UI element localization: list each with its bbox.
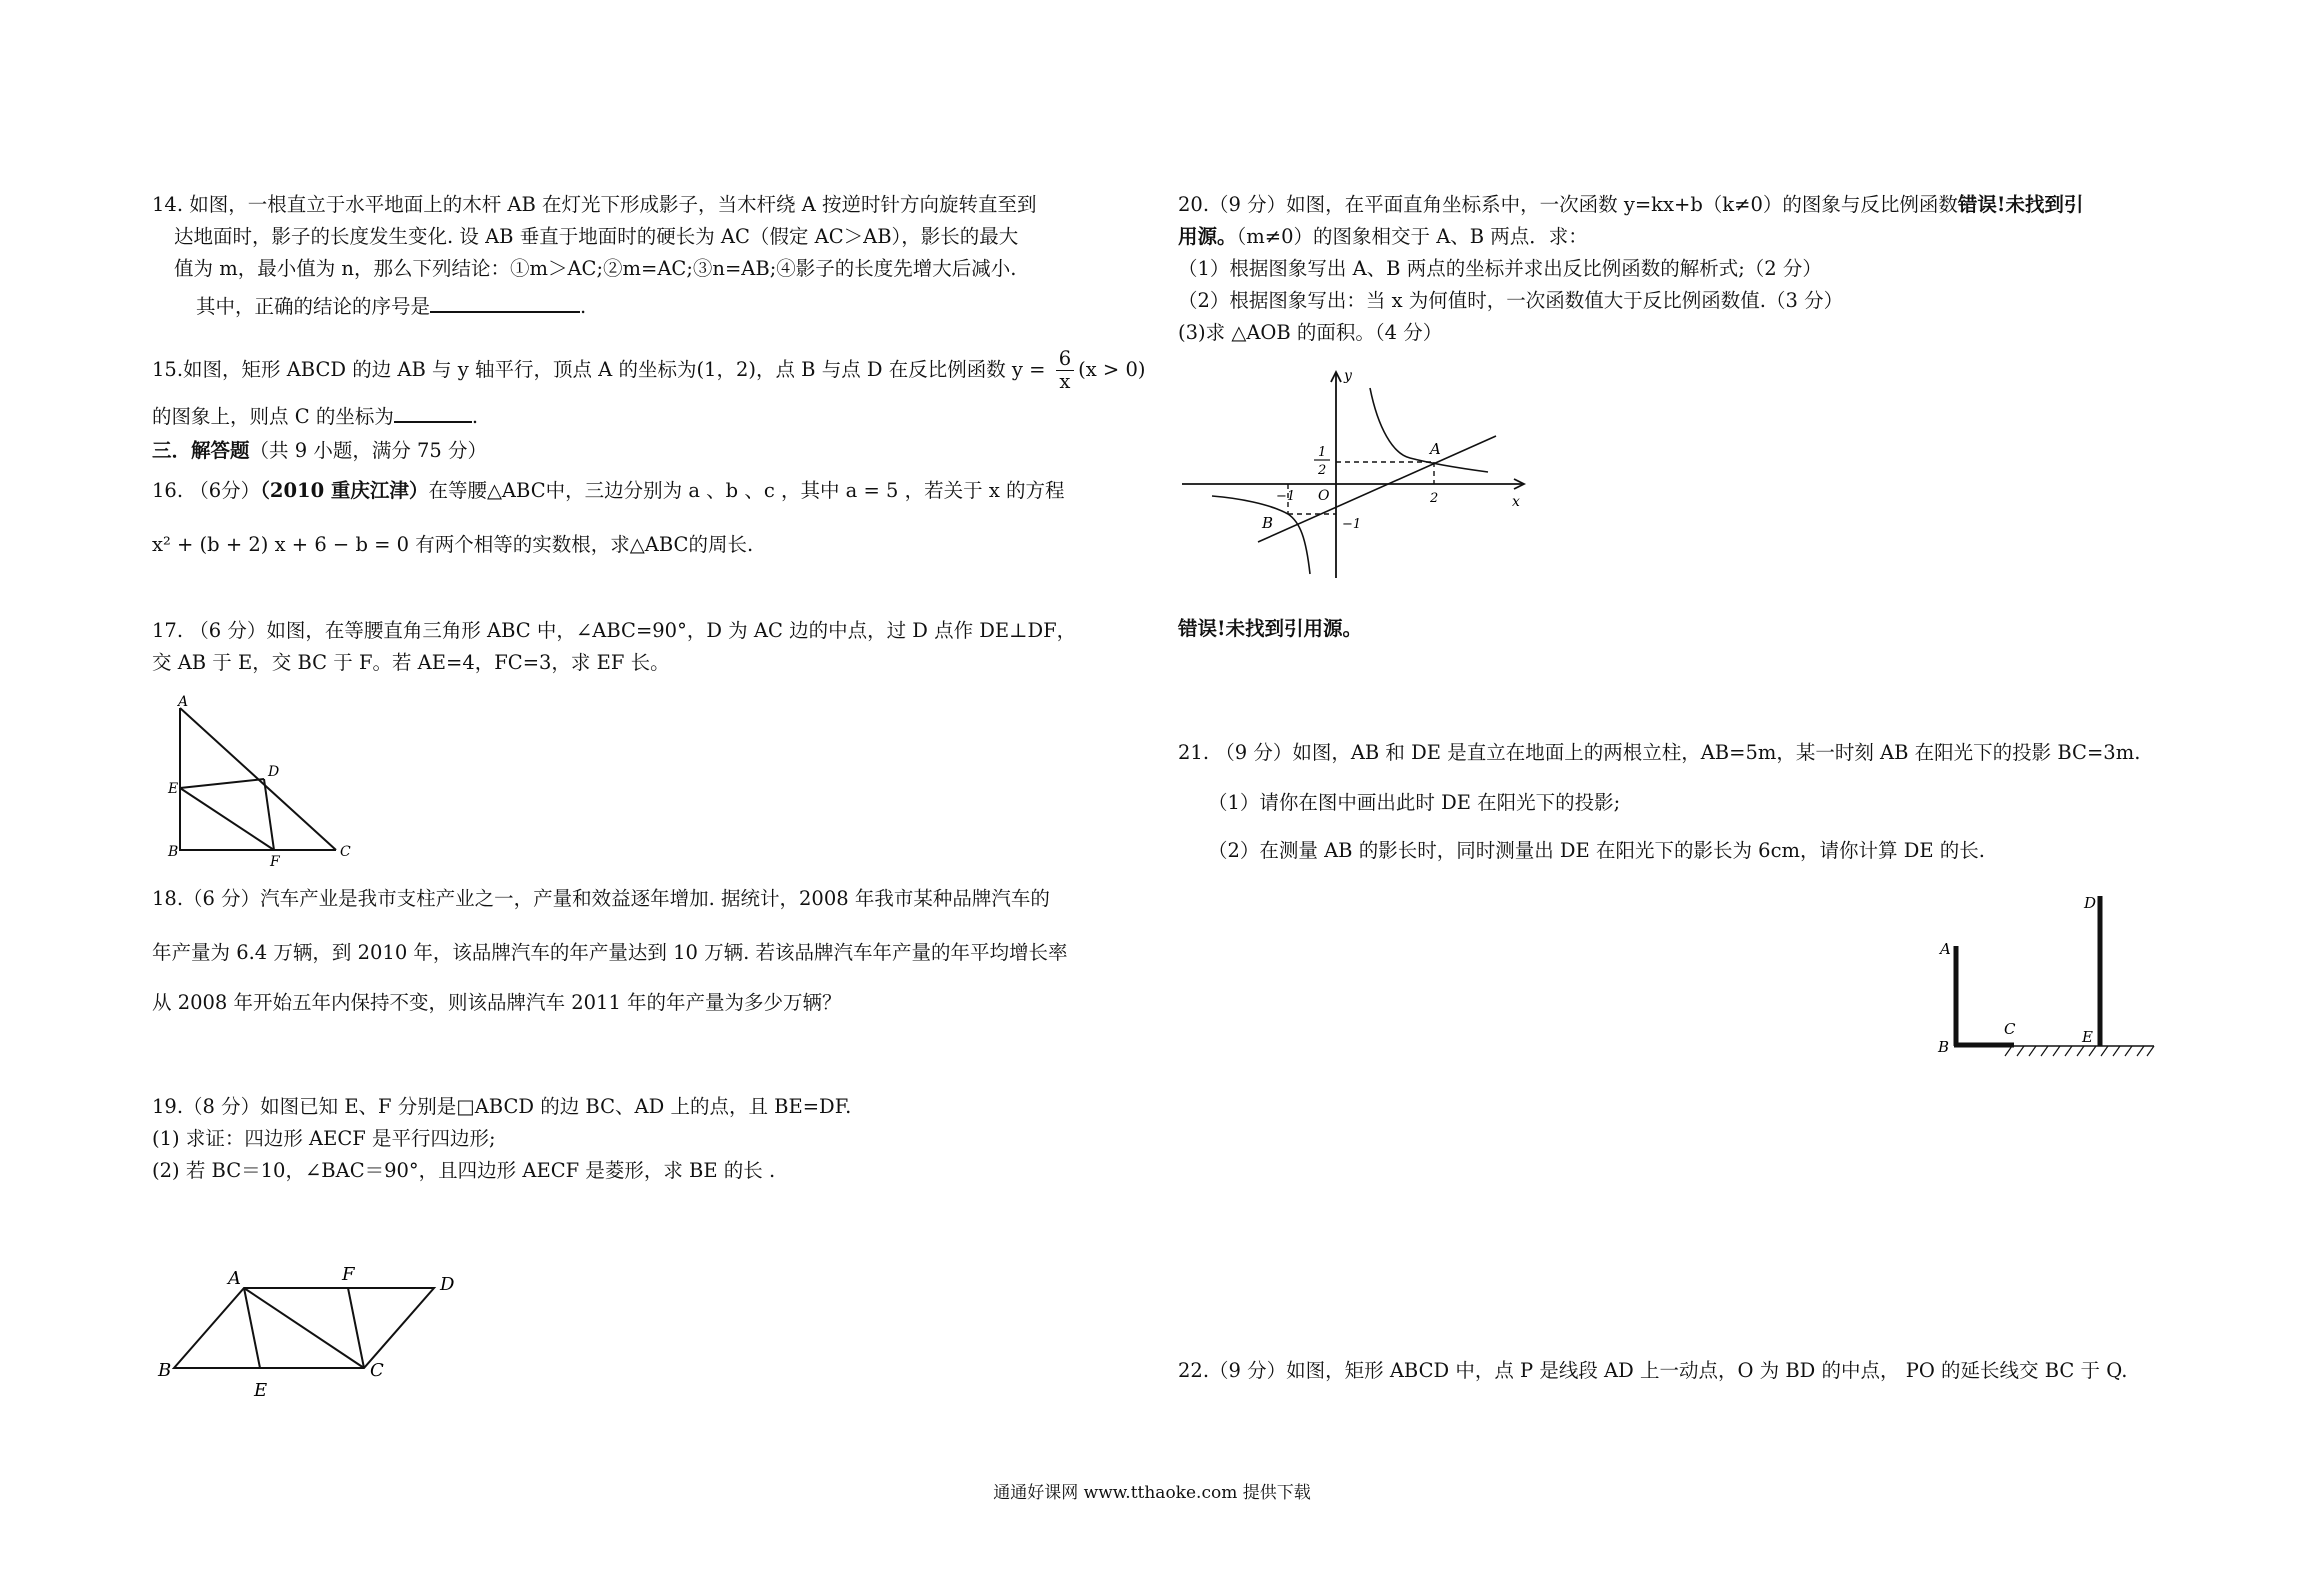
q16-lead: 16. （6分） [152,479,261,502]
q21-line1: 21. （9 分）如图，AB 和 DE 是直立在地面上的两根立柱，AB=5m，某一时刻 AB 在阳光下的投影 BC=3m. [1178,741,2141,764]
q20-label-x: x [1512,494,1520,510]
page-footer: 通通好课网 www.tthaoke.com 提供下载 [993,1483,1311,1503]
q21-line3: （2）在测量 AB 的影长时，同时测量出 DE 在阳光下的影长为 6cm，请你计算 DE 的长. [1208,839,1985,862]
q17-line2: 交 AB 于 E，交 BC 于 F。若 AE=4，FC=3，求 EF 长。 [152,651,670,674]
q19-parallelogram-figure [158,1252,458,1422]
q20-line1 [1178,188,2083,222]
q15-fraction [1056,348,1074,393]
section-note: （共 9 小题，满分 75 分） [249,439,488,462]
q20-tick-x2: 2 [1430,491,1439,506]
q16-line1 [152,474,1065,508]
q17-label-c: C [340,844,351,860]
q15-answer-blank [394,401,472,423]
q14-line2: 达地面时，影子的长度发生变化. 设 AB 垂直于地面时的硬长为 AC（假定 AC＞AB），影长的最大 [174,225,1019,248]
q20-line1-error: 错误!未找到引 [1957,193,2084,216]
q17-label-e: E [168,781,179,797]
q18-line2: 年产量为 6.4 万辆，到 2010 年，该品牌汽车的年产量达到 10 万辆. 若该品牌汽车年产量的年平均增长率 [152,941,1068,964]
q20-line5: (3)求 △AOB 的面积。（4 分） [1178,321,1443,344]
q15-line2 [152,400,478,434]
q21-label-a: A [1940,940,1951,958]
section-heading [152,434,487,468]
q20-tick-yneg1: −1 [1342,517,1362,532]
q18-line1: 18.（6 分）汽车产业是我市支柱产业之一，产量和效益逐年增加. 据统计，2008 年我市某种品牌汽车的 [152,887,1050,910]
q14-answer-blank [430,291,580,313]
q21-label-b: B [1938,1038,1950,1056]
q20-line2-text: （m≠0）的图象相交于 A、B 两点．求： [1236,225,1588,248]
q19-label-d: D [440,1274,455,1295]
q19-label-e: E [254,1380,268,1401]
q21-pillars-figure [1932,890,2164,1070]
q21-ground-hatching [2005,1046,2154,1056]
q15-line2-text: 的图象上，则点 C 的坐标为 [152,405,394,428]
q14-line4-text: 其中，正确的结论的序号是 [196,295,431,318]
q20-label-y: y [1344,368,1352,384]
q16-line2: x² + (b + 2) x + 6 − b = 0 有两个相等的实数根，求△ABC的周长. [152,533,754,556]
q15-condition: (x > 0) [1078,358,1146,381]
q21-label-d: D [2084,894,2097,912]
q20-line4: （2）根据图象写出：当 x 为何值时，一次函数值大于反比例函数值.（3 分） [1178,289,1844,312]
q14-line3: 值为 m，最小值为 n，那么下列结论：①m＞AC;②m=AC;③n=AB;④影子的长度先增大后减小. [174,257,1017,280]
q15-frac-den: x [1059,370,1071,393]
q19-line3: (2) 若 BC＝10，∠BAC＝90°，且四边形 AECF 是菱形，求 BE 的长 . [152,1159,776,1182]
q15-text: 15.如图，矩形 ABCD 的边 AB 与 y 轴平行，顶点 A 的坐标为(1，2)，点 B 与点 D 在反比例函数 y = [152,358,1046,381]
q20-label-a: A [1430,440,1441,458]
q20-tick-half-den: 2 [1318,463,1327,478]
q19-line1: 19.（8 分）如图已知 E、F 分别是□ABCD 的边 BC、AD 上的点，且 BE=DF. [152,1095,852,1118]
q20-label-b: B [1262,514,1274,532]
q14-line1: 14. 如图，一根直立于水平地面上的木杆 AB 在灯光下形成影子，当木杆绕 A 按逆时针方向旋转直至到 [152,193,1037,216]
section-title: 三．解答题 [152,439,250,462]
q20-line2 [1178,220,1588,254]
q20-line3: （1）根据图象写出 A、B 两点的坐标并求出反比例函数的解析式;（2 分） [1178,257,1822,280]
q21-line2: （1）请你在图中画出此时 DE 在阳光下的投影; [1208,791,1621,814]
q16-source: （2010 重庆江津） [260,479,429,502]
q14-line4 [196,290,586,324]
q20-line1-text: 20.（9 分）如图，在平面直角坐标系中，一次函数 y=kx+b（k≠0）的图象与反比例函数 [1178,193,1958,216]
q22-line1: 22.（9 分）如图，矩形 ABCD 中，点 P 是线段 AD 上一动点，O 为 BD 的中点， PO 的延长线交 BC 于 Q. [1178,1359,2128,1382]
q16-text: 在等腰△ABC中，三边分别为 a 、b 、c ，其中 a = 5 ，若关于 x 的方程 [428,479,1065,502]
q19-label-b: B [158,1360,172,1381]
q20-graph-figure [1178,358,1538,588]
q20-error-text: 错误!未找到引用源。 [1178,617,1363,640]
q19-label-c: C [370,1360,384,1381]
q19-line2: (1) 求证：四边形 AECF 是平行四边形; [152,1127,496,1150]
q17-line1: 17. （6 分）如图，在等腰直角三角形 ABC 中，∠ABC=90°，D 为 AC 边的中点，过 D 点作 DE⊥DF， [152,619,1077,642]
q20-label-o: O [1318,488,1330,504]
q20-tick-xneg1: −1 [1276,489,1296,504]
q17-label-b: B [168,844,179,860]
q21-label-e: E [2082,1028,2093,1046]
q17-label-a: A [178,694,189,710]
q14-line4-end: . [580,295,587,318]
q19-label-f: F [342,1264,355,1285]
q19-label-a: A [228,1268,241,1289]
q21-label-c: C [2004,1020,2016,1038]
q15-line2-end: . [471,405,479,428]
q15-line1 [152,348,1145,393]
q18-line3: 从 2008 年开始五年内保持不变，则该品牌汽车 2011 年的年产量为多少万辆？ [152,991,842,1014]
q17-label-f: F [270,854,280,870]
q17-triangle-figure [156,690,351,870]
q20-line2-error: 用源。 [1178,225,1237,248]
q15-frac-num: 6 [1056,348,1074,371]
q17-label-d: D [268,764,280,780]
q20-tick-half-num: 1 [1318,445,1327,460]
